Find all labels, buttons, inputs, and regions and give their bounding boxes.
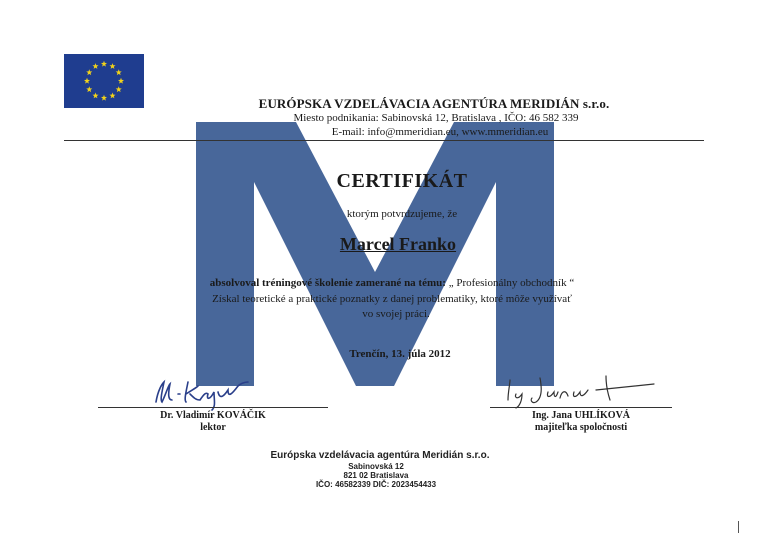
owner-signature-line	[490, 407, 672, 408]
organization-name: EURÓPSKA VZDELÁVACIA AGENTÚRA MERIDIÁN s.r.o.	[258, 96, 610, 111]
footer-company-name: Európska vzdelávacia agentúra Meridián s.r.o.	[270, 450, 490, 461]
lecturer-name: Dr. Vladimír KOVÁČIK	[160, 410, 266, 421]
owner-name: Ing. Jana UHLÍKOVÁ	[531, 410, 631, 421]
footer-street: Sabinovská 12	[348, 462, 404, 471]
lecturer-role: lektor	[200, 422, 226, 433]
organization-address: Miesto podnikania: Sabinovská 12, Bratislava , IČO: 46 582 339	[293, 112, 579, 124]
organization-contact: E-mail: info@mmeridian.eu, www.mmeridian.eu	[331, 126, 549, 138]
place-and-date: Trenčín, 13. júla 2012	[349, 348, 451, 360]
footer-tax-ids: IČO: 46582339 DIČ: 2023454433	[315, 480, 437, 489]
course-statement-prefix: absolvoval tréningové školenie zamerané na tému:	[209, 277, 446, 289]
recipient-name: Marcel Franko	[339, 234, 457, 254]
knowledge-statement-end: vo svojej práci.	[362, 308, 430, 320]
knowledge-statement: Získal teoretické a praktické poznatky z danej problematiky, ktoré môže využívať	[212, 293, 572, 305]
owner-role: majiteľka spoločnosti	[534, 422, 628, 433]
header-divider	[64, 140, 704, 141]
lecturer-signature-line	[98, 407, 328, 408]
confirmation-text: ktorým potvrdzujeme, že	[346, 208, 458, 220]
footer-city: 821 02 Bratislava	[343, 471, 409, 480]
scan-edge-mark	[738, 521, 739, 533]
certificate-title: CERTIFIKÁT	[336, 170, 468, 192]
lecturer-signature	[148, 372, 258, 412]
course-statement	[8, 277, 768, 289]
course-title: „ Profesionálny obchodník “	[448, 277, 575, 289]
owner-signature	[496, 370, 666, 410]
